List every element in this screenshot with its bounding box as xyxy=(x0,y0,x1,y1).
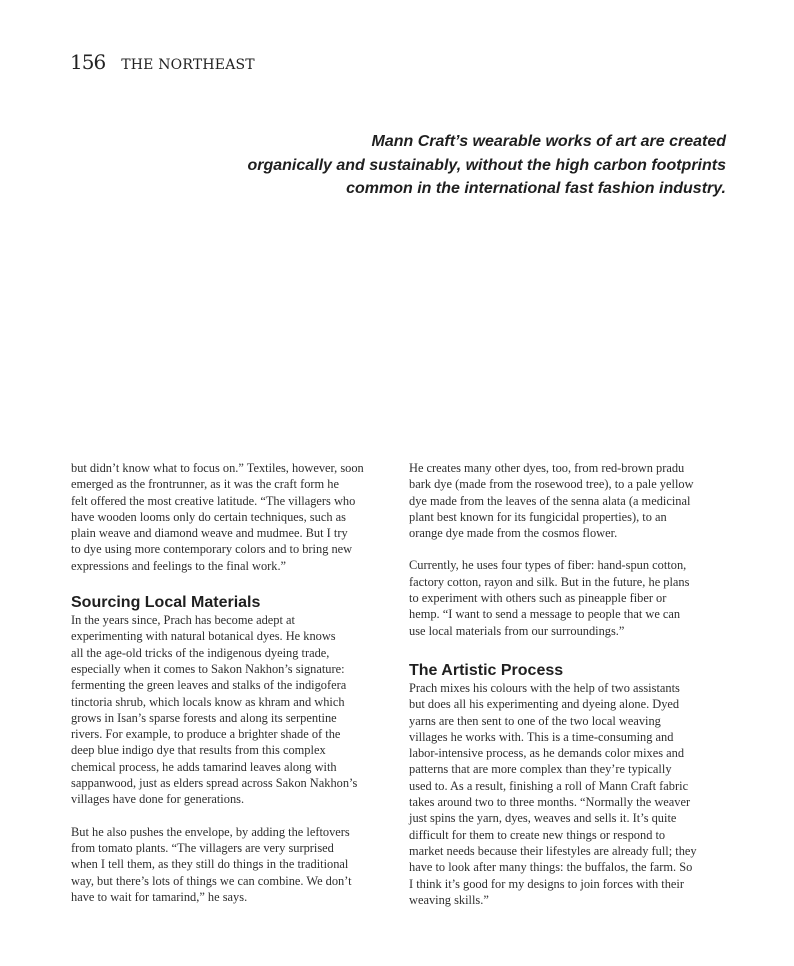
section-title: THE NORTHEAST xyxy=(121,57,255,73)
text-line: market needs because their lifestyles are already full; they xyxy=(409,843,697,858)
text-line: villages have done for generations. xyxy=(71,792,245,807)
text-line: orange dye made from the cosmos flower. xyxy=(409,526,618,541)
text-line: yarns are then sent to one of the two local weaving xyxy=(409,713,661,728)
text-line: bark dye (made from the rosewood tree), to a pale yellow xyxy=(409,477,694,492)
text-line: have to wait for tamarind,” he says. xyxy=(71,889,248,904)
text-line: dye made from the leaves of the senna alata (a medicinal xyxy=(409,493,691,508)
text-line: rivers. For example, to produce a brighter shade of the xyxy=(71,727,341,742)
text-line: I think it’s good for my designs to join forces with their xyxy=(409,876,684,891)
text-line: expressions and feelings to the final work.” xyxy=(71,558,287,573)
text-line: grows in Isan’s sparse forests and along its serpentine xyxy=(71,710,337,725)
text-line: hemp. “I want to send a message to people that we can xyxy=(409,607,681,622)
page-header xyxy=(70,50,255,74)
text-line: fermenting the green leaves and stalks of the indigofera xyxy=(71,678,347,693)
right-column xyxy=(409,460,729,908)
text-line: labor-intensive process, as he demands color mixes and xyxy=(409,746,685,761)
body-paragraph xyxy=(409,557,729,638)
text-line: plant best known for its fungicidal properties), to an xyxy=(409,509,667,524)
text-line: when I tell them, as they still do things in the traditional xyxy=(71,857,349,872)
text-line: sappanwood, just as elders spread across Sakon Nakhon’s xyxy=(71,776,358,791)
text-line: takes around two to three months. “Normally the weaver xyxy=(409,795,691,810)
body-paragraph xyxy=(71,612,389,808)
text-line: way, but there’s lots of things we can combine. We don’t xyxy=(71,873,352,888)
text-line: difficult for them to create new things or respond to xyxy=(409,827,666,842)
body-paragraph xyxy=(71,460,389,574)
text-line: But he also pushes the envelope, by adding the leftovers xyxy=(71,824,350,839)
pull-quote-line: Mann Craft’s wearable works of art are created xyxy=(371,133,726,150)
pull-quote-line: common in the international fast fashion industry. xyxy=(346,180,726,197)
text-line: to experiment with others such as pineapple fiber or xyxy=(409,591,667,606)
page-number: 156 xyxy=(70,50,106,74)
text-line: have to look after many things: the buffalos, the farm. So xyxy=(409,860,693,875)
section-heading: The Artistic Process xyxy=(409,661,564,679)
text-line: used to. As a result, finishing a roll of Mann Craft fabric xyxy=(409,778,689,793)
text-line: to dye using more contemporary colors and to bring new xyxy=(71,542,353,557)
text-line: weaving skills.” xyxy=(409,892,489,907)
pull-quote xyxy=(236,130,726,201)
body-paragraph xyxy=(409,460,729,541)
text-line: plain weave and diamond weave and mudmee. But I try xyxy=(71,526,348,541)
text-line: He creates many other dyes, too, from red-brown pradu xyxy=(409,461,685,475)
text-line: use local materials from our surroundings.” xyxy=(409,623,625,638)
text-line: especially when it comes to Sakon Nakhon’s signature: xyxy=(71,661,345,676)
text-line: felt offered the most creative latitude. “The villagers who xyxy=(71,493,356,508)
text-line: Prach mixes his colours with the help of two assistants xyxy=(409,680,680,695)
text-line: chemical process, he adds tamarind leaves along with xyxy=(71,759,337,774)
text-line: emerged as the frontrunner, as it was the craft form he xyxy=(71,477,339,492)
left-column xyxy=(71,460,389,905)
text-line: but does all his experimenting and dyeing alone. Dyed xyxy=(409,697,680,712)
body-paragraph xyxy=(71,824,389,905)
text-line: have wooden looms only do certain techniques, such as xyxy=(71,509,346,524)
text-line: just spins the yarn, dyes, weaves and sells it. It’s quite xyxy=(409,811,677,826)
text-line: experimenting with natural botanical dyes. He knows xyxy=(71,629,336,644)
pull-quote-line: organically and sustainably, without the high carbon footprints xyxy=(247,156,726,174)
text-line: but didn’t know what to focus on.” Textiles, however, soon xyxy=(71,461,364,475)
text-line: In the years since, Prach has become adept at xyxy=(71,613,295,628)
text-line: patterns that are more complex than they’re typically xyxy=(409,762,672,777)
section-heading: Sourcing Local Materials xyxy=(71,594,261,612)
text-line: from tomato plants. “The villagers are very surprised xyxy=(71,840,334,855)
text-line: Currently, he uses four types of fiber: hand-spun cotton, xyxy=(409,558,687,573)
text-line: tinctoria shrub, which locals know as khram and which xyxy=(71,694,345,709)
text-line: deep blue indigo dye that results from this complex xyxy=(71,743,326,758)
text-line: villages he works with. This is a time-consuming and xyxy=(409,729,674,744)
text-line: all the age-old tricks of the indigenous dyeing trade, xyxy=(71,645,330,660)
body-paragraph xyxy=(409,680,729,908)
text-line: factory cotton, rayon and silk. But in the future, he plans xyxy=(409,574,690,589)
